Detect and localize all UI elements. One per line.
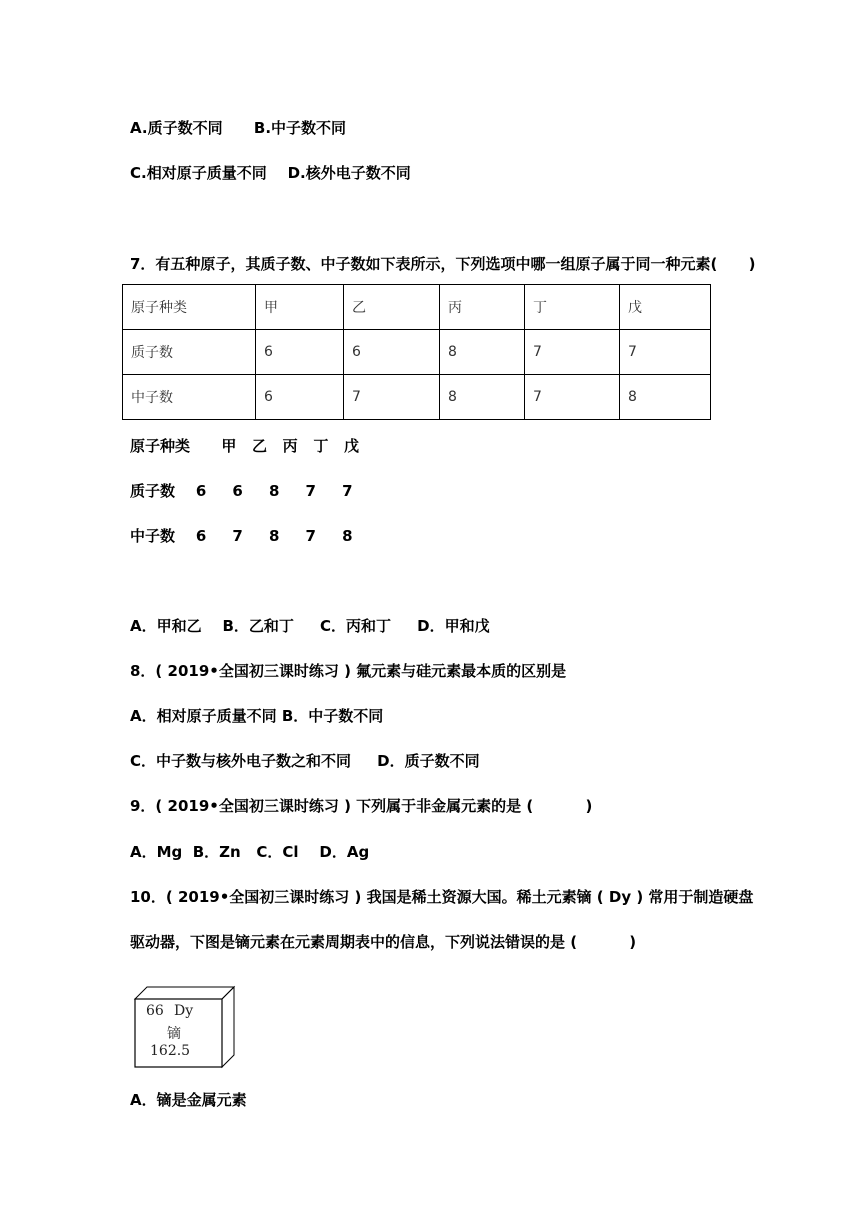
atomic-mass: 162.5 [150,1043,191,1059]
table-cell: 6 [256,330,344,375]
q7-options: A．甲和乙 B．乙和丁 C．丙和丁 D．甲和戊 [130,617,490,635]
q6-options-line1: A.质子数不同 B.中子数不同 [130,119,347,137]
table-cell: 甲 [256,285,344,330]
table-row [123,375,711,420]
q7-text-row-protons: 质子数 6 6 8 7 7 [130,482,353,500]
table-cell: 8 [440,330,525,375]
q8-options-line2: C．中子数与核外电子数之和不同 D．质子数不同 [130,752,480,770]
table-cell: 6 [344,330,440,375]
q8-options-line1: A．相对原子质量不同 B．中子数不同 [130,707,384,725]
q10-option-a: A．镝是金属元素 [130,1091,247,1109]
table-cell: 丙 [440,285,525,330]
table-cell: 7 [344,375,440,420]
table-cell: 乙 [344,285,440,330]
table-cell: 7 [525,330,620,375]
table-row [123,330,711,375]
table-row [123,285,711,330]
q7-atom-table [122,284,711,420]
q7-text-row-kinds: 原子种类 甲 乙 丙 丁 戊 [130,437,359,455]
q8-stem: 8．( 2019•全国初三课时练习 ) 氟元素与硅元素最本质的区别是 [130,662,567,680]
element-card-dy [131,985,237,1069]
q7-stem: 7．有五种原子，其质子数、中子数如下表所示，下列选项中哪一组原子属于同一种元素( ) [130,255,756,273]
table-cell: 6 [256,375,344,420]
q7-text-row-neutrons: 中子数 6 7 8 7 8 [130,527,353,545]
element-name: 镝 [167,1026,181,1042]
table-cell: 7 [620,330,711,375]
element-symbol: Dy [174,1003,194,1019]
table-cell: 中子数 [123,375,256,420]
q10-stem-line1: 10．( 2019•全国初三课时练习 ) 我国是稀土资源大国。稀土元素镝 ( Dy ) 常用于制造硬盘 [130,888,754,906]
q6-options-line2: C.相对原子质量不同 D.核外电子数不同 [130,164,411,182]
q9-options: A．Mg B．Zn C．Cl D．Ag [130,843,370,861]
table-cell: 丁 [525,285,620,330]
q10-stem-line2: 驱动器，下图是镝元素在元素周期表中的信息，下列说法错误的是 ( ) [130,933,637,951]
table-cell: 7 [525,375,620,420]
table-cell: 8 [440,375,525,420]
q9-stem: 9．( 2019•全国初三课时练习 ) 下列属于非金属元素的是 ( ) [130,797,593,815]
table-cell: 戊 [620,285,711,330]
table-cell: 质子数 [123,330,256,375]
atomic-number: 66 [146,1003,164,1019]
table-cell: 8 [620,375,711,420]
table-cell: 原子种类 [123,285,256,330]
